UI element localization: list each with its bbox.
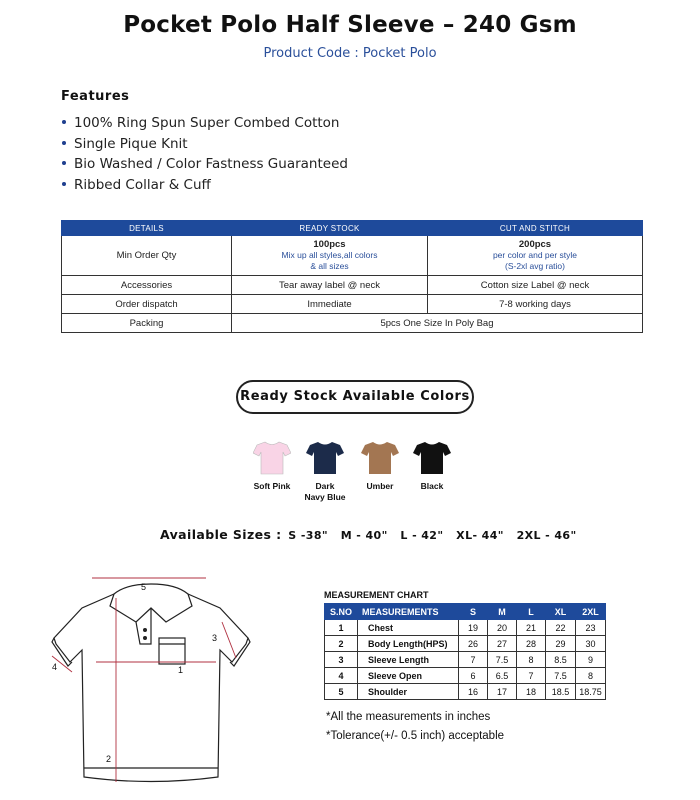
swatch-label: Dark Navy Blue: [304, 481, 346, 502]
table-row: [62, 236, 643, 276]
feature-item: Bio Washed / Color Fastness Guaranteed: [61, 154, 348, 175]
details-label: Order dispatch: [62, 295, 232, 314]
table-row: 2 Body Length(HPS) 26 27 28 29 30: [325, 636, 606, 652]
measurement-header-row: S.NO MEASUREMENTS S M L XL 2XL: [325, 604, 606, 620]
table-row: 3 Sleeve Length 7 7.5 8 8.5 9: [325, 652, 606, 668]
sizes-values: S -38" M - 40" L - 42" XL- 44" 2XL - 46": [288, 529, 577, 542]
measure-label-3: 3: [212, 633, 218, 643]
table-row: 5 Shoulder 16 17 18 18.5 18.75: [325, 684, 606, 700]
feature-item: Ribbed Collar & Cuff: [61, 175, 348, 196]
tshirt-icon: [253, 441, 291, 475]
feature-item: Single Pique Knit: [61, 134, 348, 155]
table-row: [62, 295, 643, 314]
details-header-row: [62, 221, 643, 236]
measure-label-2: 2: [106, 754, 112, 764]
table-row: 4 Sleeve Open 6 6.5 7 7.5 8: [325, 668, 606, 684]
measurement-note: *All the measurements in inches: [326, 711, 491, 723]
measure-lines: [52, 578, 236, 782]
product-code: Product Code : Pocket Polo: [263, 46, 437, 61]
details-label: Min Order Qty: [62, 236, 232, 276]
polo-outline: [52, 584, 250, 782]
available-sizes: Available Sizes : S -38" M - 40" L - 42" XL- 44" 2XL - 46": [160, 527, 577, 542]
swatch-label: Soft Pink: [253, 481, 291, 491]
measure-label-1: 1: [178, 665, 184, 675]
button-icon: [143, 628, 147, 632]
bullet-icon: [62, 161, 66, 165]
measure-label-5: 5: [141, 582, 147, 592]
cut-stitch-cell: Cotton size Label @ neck: [428, 276, 643, 295]
table-row: 1 Chest 19 20 21 22 23: [325, 620, 606, 636]
cut-stitch-cell: 7-8 working days: [428, 295, 643, 314]
ready-stock-cell: Tear away label @ neck: [232, 276, 428, 295]
details-header-cell: DETAILS: [62, 221, 232, 236]
details-label: Accessories: [62, 276, 232, 295]
packing-cell: 5pcs One Size In Poly Bag: [232, 314, 643, 333]
tshirt-icon: [306, 441, 344, 475]
page-title: Pocket Polo Half Sleeve – 240 Gsm: [123, 12, 577, 38]
bullet-icon: [62, 182, 66, 186]
tshirt-icon: [361, 441, 399, 475]
colors-heading: Ready Stock Available Colors: [236, 380, 474, 414]
ready-stock-cell: 100pcs Mix up all styles,all colors & all sizes: [232, 236, 428, 276]
features-list: [61, 113, 348, 195]
bullet-icon: [62, 120, 66, 124]
table-row: [62, 276, 643, 295]
measurement-table: [324, 603, 606, 700]
polo-shirt-diagram: [46, 572, 256, 792]
feature-item: 100% Ring Spun Super Combed Cotton: [61, 113, 348, 134]
tolerance-note: *Tolerance(+/- 0.5 inch) acceptable: [326, 730, 505, 742]
measure-label-4: 4: [52, 662, 58, 672]
swatch-black: [397, 441, 467, 492]
cut-stitch-cell: 200pcs per color and per style (S-2xl avg ratio): [428, 236, 643, 276]
bullet-icon: [62, 141, 66, 145]
details-header-cell: READY STOCK: [232, 221, 428, 236]
swatch-label: Black: [420, 481, 444, 491]
tshirt-icon: [413, 441, 451, 475]
details-table: [61, 220, 643, 333]
button-icon: [143, 636, 147, 640]
features-heading: Features: [61, 89, 130, 104]
table-row: [62, 314, 643, 333]
ready-stock-cell: Immediate: [232, 295, 428, 314]
swatch-label: Umber: [366, 481, 394, 491]
details-header-cell: CUT AND STITCH: [428, 221, 643, 236]
measurement-chart-title: MEASUREMENT CHART: [324, 590, 429, 600]
details-label: Packing: [62, 314, 232, 333]
sleeve-length-measure-line: [222, 622, 236, 658]
